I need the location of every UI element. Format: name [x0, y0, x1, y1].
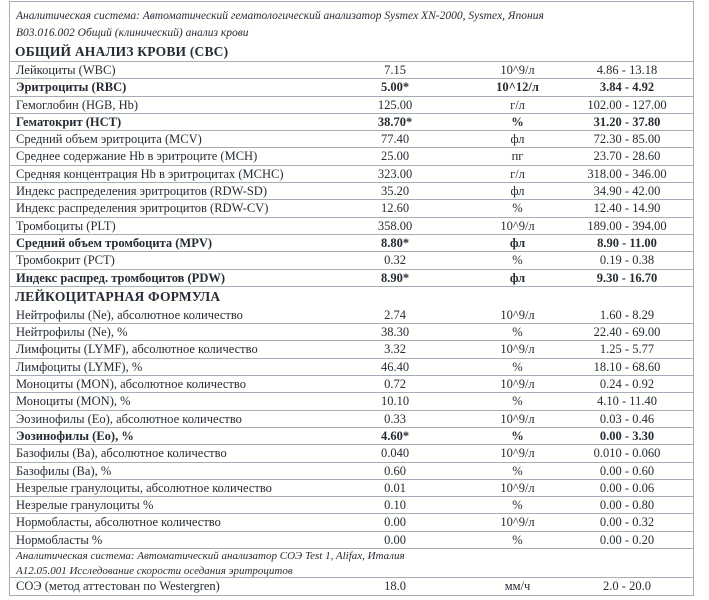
result-value: 0.00: [384, 532, 406, 547]
result-unit: %: [511, 114, 524, 129]
table-row: [10, 532, 693, 549]
parameter-name: Средний объем эритроцита (MCV): [16, 132, 202, 147]
result-unit: 10^9/л: [500, 480, 535, 495]
table-row: [10, 324, 693, 341]
parameter-name: Нейтрофилы (Ne), %: [16, 325, 128, 340]
reference-range: 318.00 - 346.00: [587, 166, 667, 181]
reference-range: 9.30 - 16.70: [596, 270, 658, 285]
result-value: 5.00*: [380, 80, 410, 95]
table-row: [10, 497, 693, 514]
result-value: 18.0: [384, 579, 406, 594]
result-value: 35.20: [380, 184, 410, 199]
result-value: 0.72: [384, 377, 406, 392]
result-unit: 10^9/л: [500, 515, 535, 530]
table-row: [10, 411, 693, 428]
result-unit: %: [512, 394, 523, 409]
reference-range: 0.00 - 0.60: [599, 463, 655, 478]
result-value: 0.00: [384, 515, 406, 530]
reference-range: 189.00 - 394.00: [587, 218, 667, 233]
reference-range: 0.03 - 0.46: [599, 411, 655, 426]
reference-range: 0.010 - 0.060: [593, 446, 661, 461]
section-header: ЛЕЙКОЦИТАРНАЯ ФОРМУЛА: [15, 288, 221, 304]
result-unit: фл: [510, 132, 525, 147]
table-row: [10, 200, 693, 217]
reference-range: 34.90 - 42.00: [593, 184, 661, 199]
parameter-name: Средняя концентрация Hb в эритроцитах (MCHC): [16, 166, 284, 181]
parameter-name: Тромбокрит (PCT): [16, 253, 115, 268]
result-value: 46.40: [380, 359, 410, 374]
table-row: [10, 62, 693, 79]
reference-range: 23.70 - 28.60: [593, 149, 661, 164]
system-note: Аналитическая система: Автоматический гематологический анализатор Sysmex XN-2000, Sysmex, Япония: [16, 10, 544, 22]
result-value: 12.60: [380, 201, 410, 216]
reference-range: 22.40 - 69.00: [593, 325, 661, 340]
parameter-name: Нейтрофилы (Ne), абсолютное количество: [16, 307, 243, 322]
table-row: [10, 463, 693, 480]
parameter-name: Нормобласты %: [16, 532, 103, 547]
table-row: [10, 235, 693, 252]
result-value: 8.90*: [380, 270, 410, 285]
result-unit: пг: [511, 149, 524, 164]
table-row: [10, 428, 693, 445]
table-row: [10, 307, 693, 324]
parameter-name: Гемоглобин (HGB, Hb): [16, 97, 139, 112]
result-value: 323.00: [377, 166, 413, 181]
result-unit: %: [512, 253, 523, 268]
result-unit: 10^12/л: [496, 80, 539, 95]
result-value: 38.70*: [377, 114, 413, 129]
parameter-name: Базофилы (Ba), абсолютное количество: [16, 446, 227, 461]
section-header: ОБЩИЙ АНАЛИЗ КРОВИ (CBC): [10, 42, 693, 62]
table-row: [10, 252, 693, 269]
result-value: 0.10: [384, 498, 406, 513]
result-value: 125.00: [377, 97, 413, 112]
result-unit: г/л: [510, 97, 525, 112]
table-row: [10, 114, 693, 131]
result-unit: 10^9/л: [500, 218, 535, 233]
parameter-name: Эозинофилы (Eo), абсолютное количество: [16, 411, 242, 426]
parameter-name: Индекс распределения эритроцитов (RDW-CV): [16, 201, 269, 216]
table-row: [10, 445, 693, 462]
reference-range: 4.86 - 13.18: [596, 63, 658, 77]
table-row: [10, 183, 693, 200]
result-unit: фл: [509, 270, 526, 285]
reference-range: 8.90 - 11.00: [597, 235, 657, 250]
system-note: В03.016.002 Общий (клинический) анализ крови: [16, 27, 249, 39]
reference-range: 4.10 - 11.40: [597, 394, 657, 409]
result-value: 0.33: [384, 411, 406, 426]
result-unit: %: [512, 359, 523, 374]
table-row: [10, 341, 693, 358]
table-row: [10, 270, 693, 287]
reference-range: 102.00 - 127.00: [587, 97, 667, 112]
parameter-name: Лимфоциты (LYMF), %: [16, 359, 143, 374]
reference-range: 3.84 - 4.92: [599, 80, 655, 95]
parameter-name: Эритроциты (RBC): [16, 80, 127, 95]
result-unit: %: [511, 428, 524, 443]
reference-range: 0.24 - 0.92: [599, 377, 655, 392]
table-row: [10, 578, 693, 595]
result-value: 358.00: [377, 218, 413, 233]
parameter-name: Среднее содержание Hb в эритроците (MCH): [16, 149, 258, 164]
result-unit: фл: [510, 184, 525, 199]
reference-range: 0.00 - 0.06: [599, 480, 655, 495]
reference-range: 0.00 - 0.32: [599, 515, 655, 530]
result-unit: 10^9/л: [500, 411, 535, 426]
parameter-name: Гематокрит (HCT): [16, 114, 122, 129]
reference-range: 1.25 - 5.77: [599, 342, 655, 357]
parameter-name: Лейкоциты (WBC): [16, 63, 116, 77]
result-unit: %: [512, 325, 523, 340]
reference-range: 18.10 - 68.60: [593, 359, 661, 374]
result-value: 77.40: [380, 132, 410, 147]
result-unit: %: [512, 463, 523, 478]
result-unit: %: [512, 498, 523, 513]
result-unit: г/л: [510, 166, 525, 181]
reference-range: 72.30 - 85.00: [593, 132, 661, 147]
rows-container: [10, 8, 693, 595]
result-value: 7.15: [384, 63, 406, 77]
result-unit: 10^9/л: [500, 63, 535, 77]
table-row: [10, 480, 693, 497]
reference-range: 0.00 - 0.20: [599, 532, 655, 547]
result-unit: 10^9/л: [500, 446, 535, 461]
system-note: А12.05.001 Исследование скорости оседания эритроцитов: [10, 564, 693, 579]
reference-range: 31.20 - 37.80: [593, 114, 661, 129]
parameter-name: Тромбоциты (PLT): [16, 218, 116, 233]
result-value: 4.60*: [380, 428, 410, 443]
result-unit: %: [512, 532, 523, 547]
result-value: 0.60: [384, 463, 406, 478]
table-row: [10, 131, 693, 148]
parameter-name: Индекс распред. тромбоцитов (PDW): [16, 270, 226, 285]
result-value: 0.32: [384, 253, 406, 268]
reference-range: 0.00 - 3.30: [599, 428, 655, 443]
reference-range: 0.00 - 0.80: [599, 498, 655, 513]
parameter-name: Средний объем тромбоцита (MPV): [16, 235, 213, 250]
result-unit: фл: [509, 235, 526, 250]
result-unit: 10^9/л: [500, 307, 535, 322]
result-value: 0.01: [384, 480, 406, 495]
table-row: [10, 359, 693, 376]
table-row: [10, 79, 693, 96]
parameter-name: СОЭ (метод аттестован по Westergren): [16, 579, 220, 594]
reference-range: 2.0 - 20.0: [603, 579, 651, 594]
reference-range: 12.40 - 14.90: [593, 201, 661, 216]
result-unit: %: [512, 201, 523, 216]
table-row: [10, 97, 693, 114]
result-value: 25.00: [380, 149, 410, 164]
result-value: 0.040: [380, 446, 410, 461]
table-row: [10, 166, 693, 183]
table-row: [10, 514, 693, 531]
parameter-name: Базофилы (Ba), %: [16, 463, 112, 478]
result-value: 38.30: [380, 325, 410, 340]
table-row: [10, 393, 693, 410]
parameter-name: Эозинофилы (Eo), %: [16, 428, 134, 443]
parameter-name: Индекс распределения эритроцитов (RDW-SD): [16, 184, 267, 199]
parameter-name: Нормобласты, абсолютное количество: [16, 515, 221, 530]
reference-range: 1.60 - 8.29: [599, 307, 655, 322]
result-value: 2.74: [384, 307, 406, 322]
result-value: 10.10: [380, 394, 410, 409]
parameter-name: Незрелые гранулоциты, абсолютное количество: [16, 480, 272, 495]
lab-report-table: [9, 1, 694, 596]
result-unit: 10^9/л: [500, 342, 535, 357]
parameter-name: Моноциты (MON), %: [16, 394, 131, 409]
reference-range: 0.19 - 0.38: [599, 253, 655, 268]
table-row: [10, 218, 693, 235]
result-unit: мм/ч: [504, 579, 531, 594]
parameter-name: Моноциты (MON), абсолютное количество: [16, 377, 246, 392]
table-row: [10, 376, 693, 393]
table-row: [10, 148, 693, 165]
parameter-name: Незрелые гранулоциты %: [16, 498, 154, 513]
result-value: 3.32: [384, 342, 406, 357]
result-unit: 10^9/л: [500, 377, 535, 392]
system-note: Аналитическая система: Автоматический анализатор СОЭ Test 1, Alifax, Италия: [16, 550, 405, 563]
result-value: 8.80*: [380, 235, 410, 250]
parameter-name: Лимфоциты (LYMF), абсолютное количество: [16, 342, 258, 357]
